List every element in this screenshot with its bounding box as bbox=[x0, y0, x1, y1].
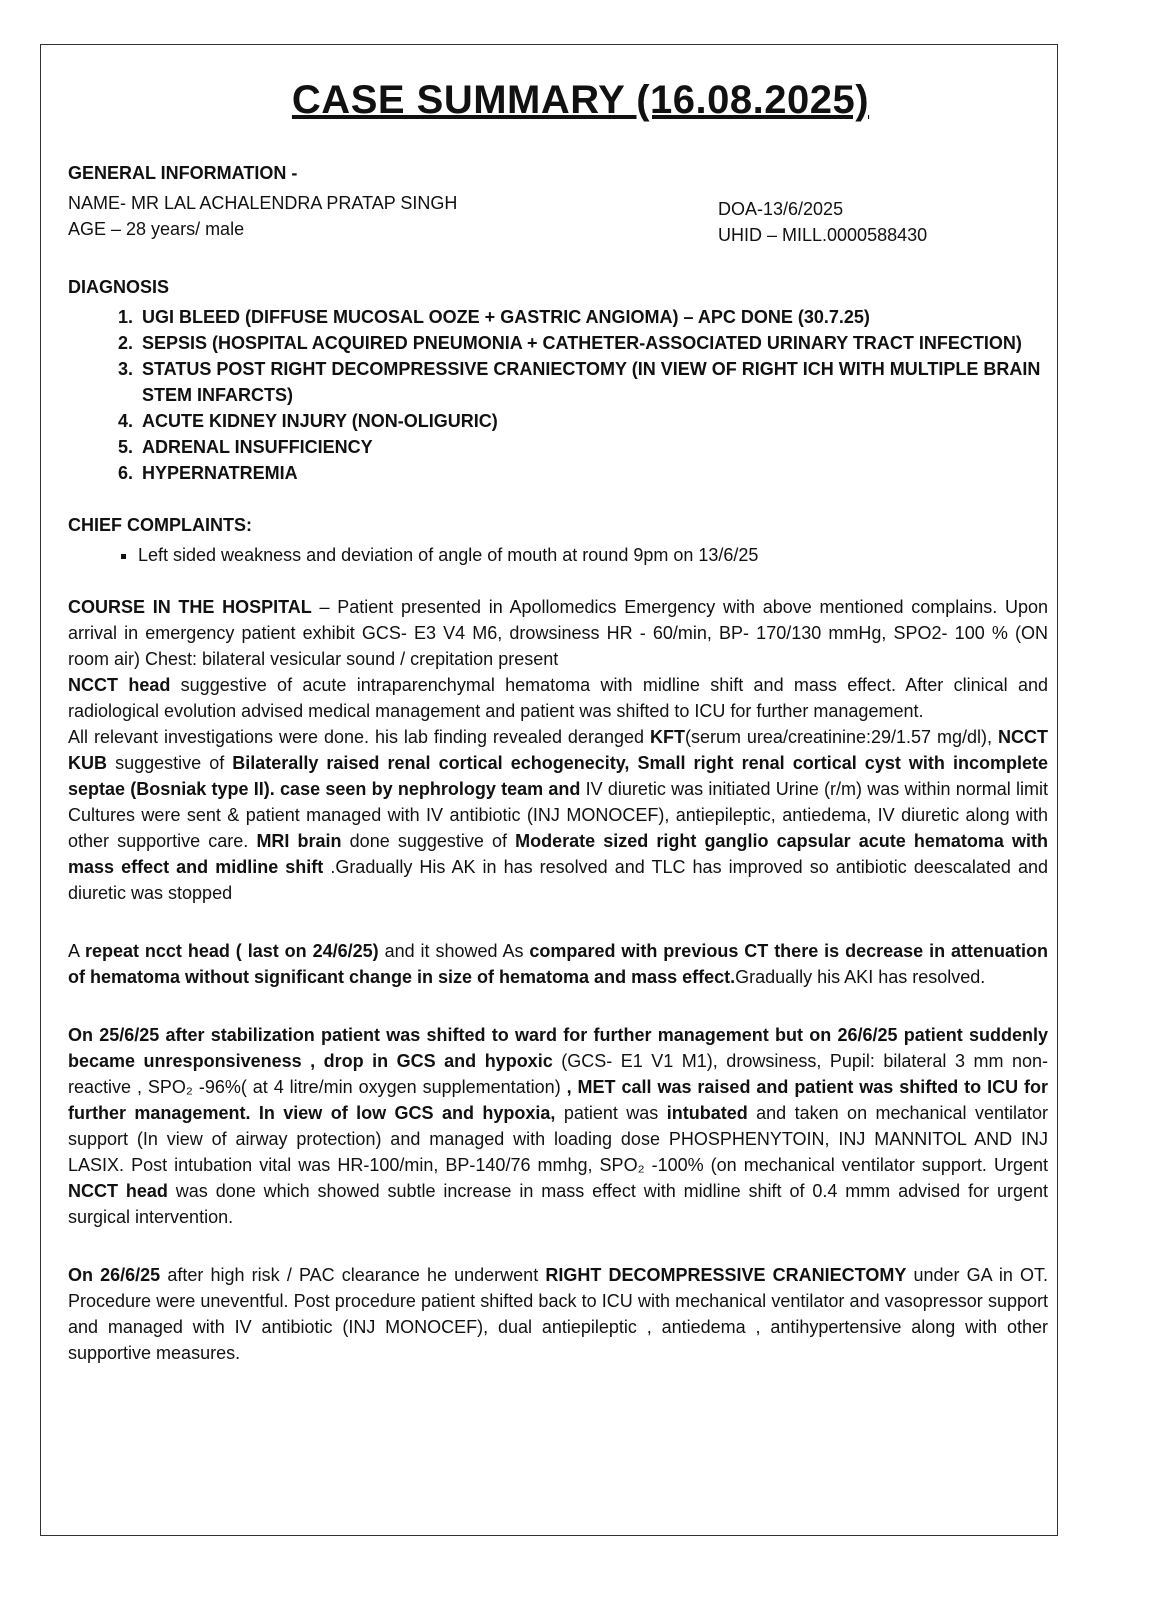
course-section bbox=[68, 594, 1048, 1366]
chief-complaints-heading: CHIEF COMPLAINTS: bbox=[68, 515, 252, 535]
diagnosis-heading: DIAGNOSIS bbox=[68, 277, 170, 297]
course-paragraph-1: COURSE IN THE HOSPITAL – Patient presented in Apollomedics Emergency with above mentioned complains. Upon arrival in emergency patient exhibit GCS- E3 V4 M6, drowsiness HR - 60/min, BP- 170/130 mmHg, SPO2- 100 % (ON room air) Chest: bilateral vesicular sound / crepitation present bbox=[68, 597, 1048, 669]
diagnosis-item: 5. ADRENAL INSUFFICIENCY bbox=[138, 434, 1048, 460]
diagnosis-item: 3. STATUS POST RIGHT DECOMPRESSIVE CRANIECTOMY (IN VIEW OF RIGHT ICH WITH MULTIPLE BRAIN STEM INFARCTS) bbox=[138, 356, 1048, 408]
chief-complaints-list bbox=[68, 542, 1048, 568]
uhid: UHID – MILL.0000588430 bbox=[718, 225, 928, 245]
page-title: CASE SUMMARY (16.08.2025) bbox=[291, 78, 870, 122]
patient-name: NAME- MR LAL ACHALENDRA PRATAP SINGH bbox=[68, 193, 458, 213]
diagnosis-list bbox=[68, 304, 1048, 486]
course-paragraph-6: On 26/6/25 after high risk / PAC clearance he underwent RIGHT DECOMPRESSIVE CRANIECTOMY under GA in OT. Procedure were uneventful. Post procedure patient shifted back to ICU with mechanical ventilator and vasopressor support and managed with IV antibiotic (INJ MONOCEF), dual antiepileptic , antiedema , antihypertensive along with other supportive measures. bbox=[68, 1265, 1048, 1363]
course-heading: COURSE IN THE HOSPITAL bbox=[68, 597, 312, 617]
document-body bbox=[68, 160, 1048, 1366]
course-paragraph-3: All relevant investigations were done. his lab finding revealed deranged KFT(serum urea/creatinine:29/1.57 mg/dl), NCCT KUB suggestive of Bilaterally raised renal cortical echogenecity, Small right renal cortical cyst with incomplete septae (Bosniak type II). case seen by nephrology team and IV diuretic was initiated Urine (r/m) was within normal limit Cultures were sent & patient managed with IV antibiotic (INJ MONOCEF), antiepileptic, antiedema, IV diuretic along with other supportive care. MRI brain done suggestive of Moderate sized right ganglio capsular acute hematoma with mass effect and midline shift .Gradually His AK in has resolved and TLC has improved so antibiotic deescalated and diuretic was stopped bbox=[68, 727, 1049, 903]
patient-age: AGE – 28 years/ male bbox=[68, 219, 245, 239]
course-paragraph-2: NCCT head suggestive of acute intraparenchymal hematoma with midline shift and mass effect. After clinical and radiological evolution advised medical management and patient was shifted to ICU for further management. bbox=[68, 675, 1048, 721]
diagnosis-item: 2. SEPSIS (HOSPITAL ACQUIRED PNEUMONIA + CATHETER-ASSOCIATED URINARY TRACT INFECTION) bbox=[138, 330, 1048, 356]
date-of-admission: DOA-13/6/2025 bbox=[718, 199, 844, 219]
diagnosis-item: 6. HYPERNATREMIA bbox=[138, 460, 1048, 486]
diagnosis-item: 1. UGI BLEED (DIFFUSE MUCOSAL OOZE + GASTRIC ANGIOMA) – APC DONE (30.7.25) bbox=[138, 304, 1048, 330]
course-paragraph-5: On 25/6/25 after stabilization patient was shifted to ward for further management but on 26/6/25 patient suddenly became unresponsiveness , drop in GCS and hypoxic (GCS- E1 V1 M1), drowsiness, Pupil: bilateral 3 mm non-reactive , SPO₂ -96%( at 4 litre/min oxygen supplementation) , MET call was raised and patient was shifted to ICU for further management. In view of low GCS and hypoxia, patient was intubated and taken on mechanical ventilator support (In view of airway protection) and managed with loading dose PHOSPHENYTOIN, INJ MANNITOL AND INJ LASIX. Post intubation vital was HR-100/min, BP-140/76 mmhg, SPO₂ -100% (on mechanical ventilator support. Urgent NCCT head was done which showed subtle increase in mass effect with midline shift of 0.4 mmm advised for urgent surgical intervention. bbox=[68, 1025, 1048, 1227]
general-information-heading: GENERAL INFORMATION - bbox=[68, 163, 298, 183]
general-information-section bbox=[68, 160, 1048, 248]
complaint-item: ▪ Left sided weakness and deviation of angle of mouth at round 9pm on 13/6/25 bbox=[138, 542, 1048, 568]
diagnosis-item: 4. ACUTE KIDNEY INJURY (NON-OLIGURIC) bbox=[138, 408, 1048, 434]
diagnosis-section bbox=[68, 274, 1048, 486]
course-paragraph-4: A repeat ncct head ( last on 24/6/25) and it showed As compared with previous CT there is decrease in attenuation of hematoma without significant change in size of hematoma and mass effect.Gradually his AKI has resolved. bbox=[68, 941, 1049, 987]
chief-complaints-section bbox=[68, 512, 1048, 568]
